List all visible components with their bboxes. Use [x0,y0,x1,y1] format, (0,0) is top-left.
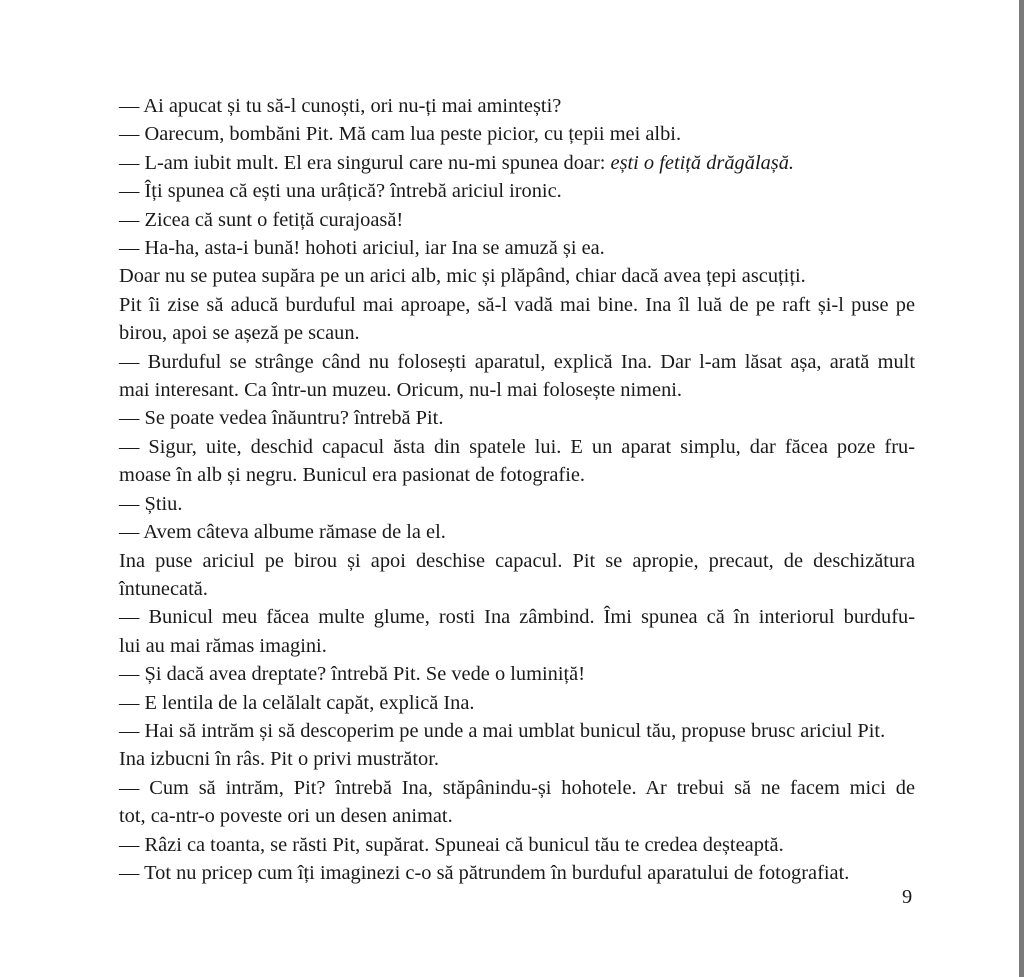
text-line [119,92,915,120]
text-line [119,547,915,575]
text-line-content: — Burduful se strânge când nu folosești aparatul, explică Ina. Dar l-am lăsat așa, arată mult [119,350,915,373]
text-line-content: — Avem câteva albume rămase de la el. [119,521,446,544]
text-line-content: — Ai apucat și tu să-l cunoști, ori nu-ți mai amintești? [119,95,562,117]
text-line [119,774,915,802]
text-line-content: — Cum să intrăm, Pit? întrebă Ina, stăpânindu-și hohotele. Ar trebui să ne facem mici de [119,776,915,799]
text-line-content: — Se poate vedea înăuntru? întrebă Pit. [119,407,444,430]
text-line [119,348,915,376]
text-line [119,376,915,404]
text-line [119,660,915,688]
page-body-text [119,92,915,887]
text-line-content: — Bunicul meu făcea multe glume, rosti Ina zâmbind. Îmi spunea că în interiorul burdufu- [119,606,915,629]
text-line [119,433,915,461]
text-line-content: — Îți spunea că ești una urâțică? întrebă ariciul ironic. [119,180,562,203]
text-line [119,603,915,631]
text-line-content: lui au mai rămas imagini. [119,634,327,657]
text-line [119,831,915,859]
text-line [119,518,915,546]
text-line [119,632,915,660]
text-line [119,149,915,177]
text-line [119,319,915,347]
text-line-content: — E lentila de la celălalt capăt, explică Ina. [119,691,475,714]
text-line [119,120,915,148]
text-line-content: — Și dacă avea dreptate? întrebă Pit. Se vede o luminiță! [119,663,585,686]
text-line [119,689,915,717]
text-line-content: — Zicea că sunt o fetiță curajoasă! [119,208,404,231]
text-line [119,177,915,205]
text-line-content: Ina izbucni în râs. Pit o privi mustrător. [119,748,439,771]
text-line-content: Pit îi zise să aducă burduful mai aproape, să-l vadă mai bine. Ina îl luă de pe raft și-l puse pe [119,293,915,316]
text-line-content: — Sigur, uite, deschid capacul ăsta din spatele lui. E un aparat simplu, dar făcea poze fru- [119,435,915,458]
text-line [119,404,915,432]
text-line-content: — Hai să intrăm și să descoperim pe unde a mai umblat bunicul tău, propuse brusc ariciul Pit. [119,719,886,742]
text-line [119,490,915,518]
text-line [119,262,915,290]
text-line-content: tot, ca-ntr-o poveste ori un desen animat. [119,805,453,828]
text-line [119,717,915,745]
text-line [119,461,915,489]
text-line-content: întunecată. [119,577,208,600]
text-line-content: — Râzi ca toanta, se răsti Pit, supărat. Spuneai că bunicul tău te credea deșteaptă. [119,833,784,856]
text-line [119,745,915,773]
text-line-content: — Ha-ha, asta-i bună! hohoti ariciul, iar Ina se amuză și ea. [119,237,605,260]
text-line-content: — Tot nu pricep cum îți imaginezi c-o să pătrundem în burduful aparatului de fotografiat. [119,861,850,884]
text-line [119,575,915,603]
text-line [119,206,915,234]
text-line-content: — L-am iubit mult. El era singurul care nu-mi spunea doar: [119,151,611,174]
text-line-content: — Știu. [119,492,183,515]
page-number: 9 [902,886,913,908]
text-line [119,802,915,830]
text-line [119,291,915,319]
italic-phrase: ești o fetiță drăgălașă. [610,151,795,174]
text-line-content: mai interesant. Ca într-un muzeu. Oricum, nu-l mai folosește nimeni. [119,379,683,402]
text-line-content: moase în alb și negru. Bunicul era pasionat de fotografie. [119,464,586,487]
text-line-content: Doar nu se putea supăra pe un arici alb, mic și plăpând, chiar dacă avea țepi ascuțiți. [119,265,806,288]
text-line-content: birou, apoi se așeză pe scaun. [119,322,360,345]
text-line-content: — Oarecum, bombăni Pit. Mă cam lua peste picior, cu țepii mei albi. [119,123,682,146]
text-line [119,859,915,887]
page-edge-shadow [1019,0,1024,977]
text-line-content: Ina puse ariciul pe birou și apoi deschise capacul. Pit se apropie, precaut, de deschizătura [119,549,915,572]
text-line [119,234,915,262]
